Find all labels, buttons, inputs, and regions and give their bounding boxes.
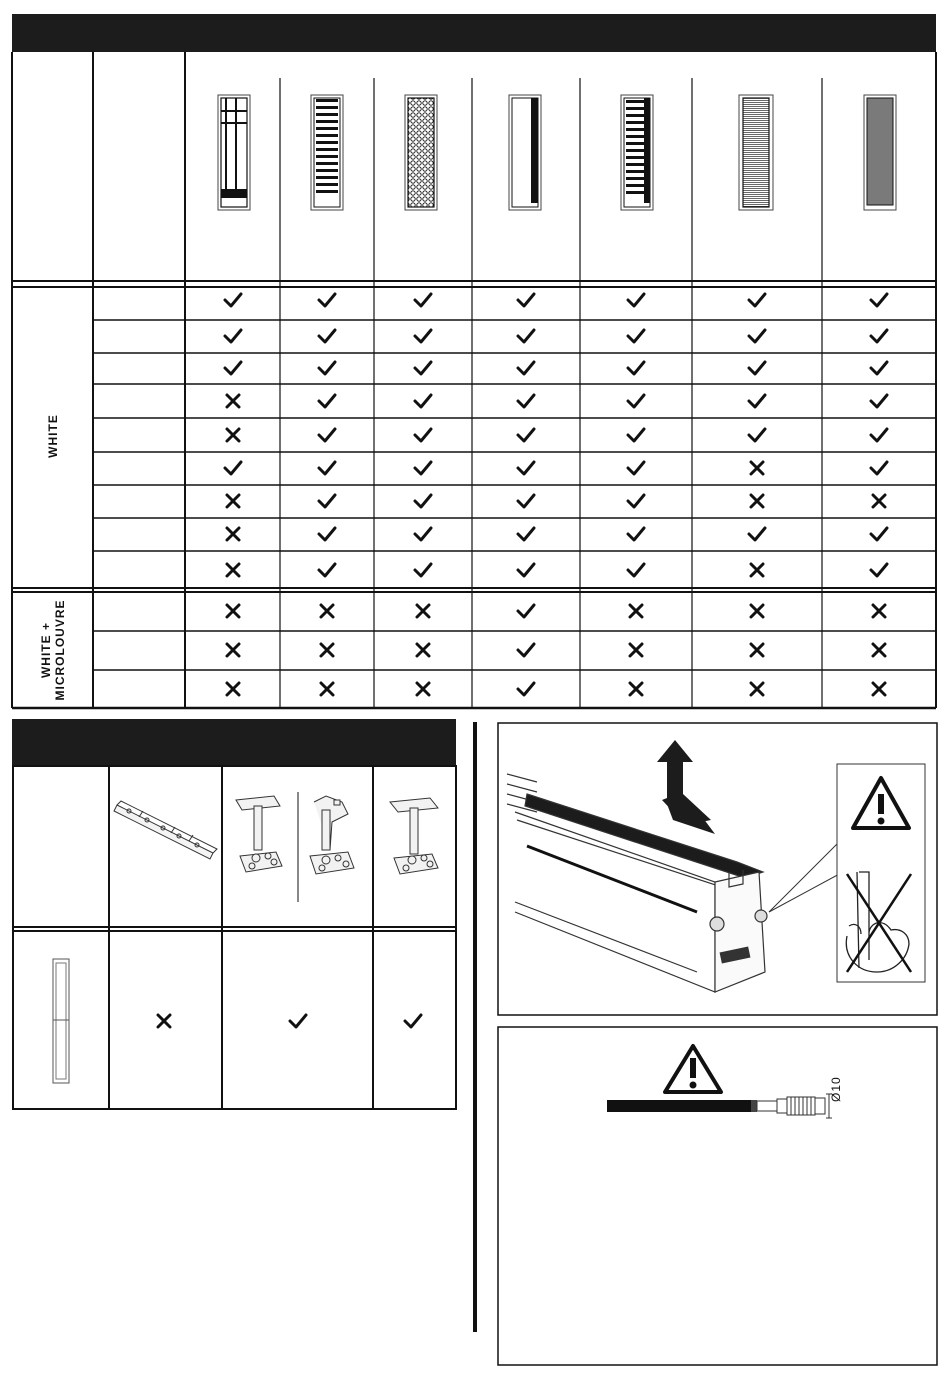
- cross-icon: [222, 390, 244, 412]
- check-icon: [515, 390, 537, 412]
- check-icon: [746, 523, 768, 545]
- cross-icon: [868, 678, 890, 700]
- cross-icon: [746, 457, 768, 479]
- cable-warning-panel: [497, 1026, 938, 1366]
- check-icon: [412, 390, 434, 412]
- cross-icon: [316, 639, 338, 661]
- cross-icon: [222, 559, 244, 581]
- check-icon: [868, 289, 890, 311]
- check-icon: [222, 457, 244, 479]
- group-label-microlouvre-line2: MICROLOUVRE: [53, 599, 67, 701]
- check-icon: [412, 490, 434, 512]
- cable-diameter-label: Ø10: [829, 1076, 843, 1102]
- check-icon: [515, 357, 537, 379]
- cross-icon: [746, 678, 768, 700]
- cross-icon: [868, 639, 890, 661]
- cross-icon: [412, 678, 434, 700]
- check-icon: [515, 325, 537, 347]
- cross-icon: [625, 600, 647, 622]
- cross-icon: [412, 639, 434, 661]
- check-icon: [412, 457, 434, 479]
- cross-icon: [746, 559, 768, 581]
- bracket-marks: [0, 712, 470, 1122]
- cross-icon: [222, 424, 244, 446]
- check-icon: [515, 289, 537, 311]
- check-icon: [868, 390, 890, 412]
- cross-icon: [222, 639, 244, 661]
- cross-icon: [316, 600, 338, 622]
- check-icon: [746, 325, 768, 347]
- cross-icon: [625, 639, 647, 661]
- cross-icon: [222, 523, 244, 545]
- check-icon: [625, 559, 647, 581]
- check-icon: [625, 289, 647, 311]
- check-icon: [868, 325, 890, 347]
- check-icon: [412, 424, 434, 446]
- check-icon: [625, 357, 647, 379]
- check-icon: [746, 424, 768, 446]
- cross-icon: [625, 678, 647, 700]
- cross-icon: [746, 490, 768, 512]
- check-icon: [746, 357, 768, 379]
- cross-icon: [746, 639, 768, 661]
- check-icon: [746, 390, 768, 412]
- check-icon: [316, 424, 338, 446]
- check-icon: [625, 424, 647, 446]
- check-icon: [515, 639, 537, 661]
- check-icon: [316, 457, 338, 479]
- check-icon: [515, 424, 537, 446]
- check-icon: [222, 289, 244, 311]
- check-icon: [316, 325, 338, 347]
- check-icon: [746, 289, 768, 311]
- cross-icon: [222, 600, 244, 622]
- cross-icon: [316, 678, 338, 700]
- cross-icon: [746, 600, 768, 622]
- cross-icon: [222, 490, 244, 512]
- check-icon: [222, 357, 244, 379]
- lift-illustration-panel: [497, 722, 938, 1016]
- check-icon: [287, 1010, 309, 1032]
- check-icon: [316, 559, 338, 581]
- check-icon: [515, 523, 537, 545]
- cross-icon: [868, 490, 890, 512]
- cross-icon: [868, 600, 890, 622]
- group-label-microlouvre-line1: WHITE +: [39, 622, 53, 679]
- check-icon: [625, 523, 647, 545]
- check-icon: [402, 1010, 424, 1032]
- check-icon: [515, 457, 537, 479]
- check-icon: [412, 523, 434, 545]
- check-icon: [316, 490, 338, 512]
- check-icon: [868, 523, 890, 545]
- bracket-table: [0, 712, 470, 1122]
- group-label-white: WHITE: [46, 414, 60, 458]
- check-icon: [625, 457, 647, 479]
- check-icon: [515, 559, 537, 581]
- check-icon: [625, 490, 647, 512]
- column-divider: [473, 722, 477, 1332]
- check-icon: [222, 325, 244, 347]
- check-icon: [316, 390, 338, 412]
- check-icon: [868, 457, 890, 479]
- check-icon: [316, 357, 338, 379]
- check-icon: [515, 490, 537, 512]
- check-icon: [412, 357, 434, 379]
- check-icon: [868, 424, 890, 446]
- check-icon: [625, 325, 647, 347]
- check-icon: [515, 600, 537, 622]
- check-icon: [868, 357, 890, 379]
- check-icon: [412, 325, 434, 347]
- check-icon: [412, 559, 434, 581]
- cross-icon: [222, 678, 244, 700]
- cross-icon: [153, 1010, 175, 1032]
- cross-icon: [412, 600, 434, 622]
- check-icon: [412, 289, 434, 311]
- check-icon: [625, 390, 647, 412]
- check-icon: [868, 559, 890, 581]
- check-icon: [316, 523, 338, 545]
- check-icon: [316, 289, 338, 311]
- check-icon: [515, 678, 537, 700]
